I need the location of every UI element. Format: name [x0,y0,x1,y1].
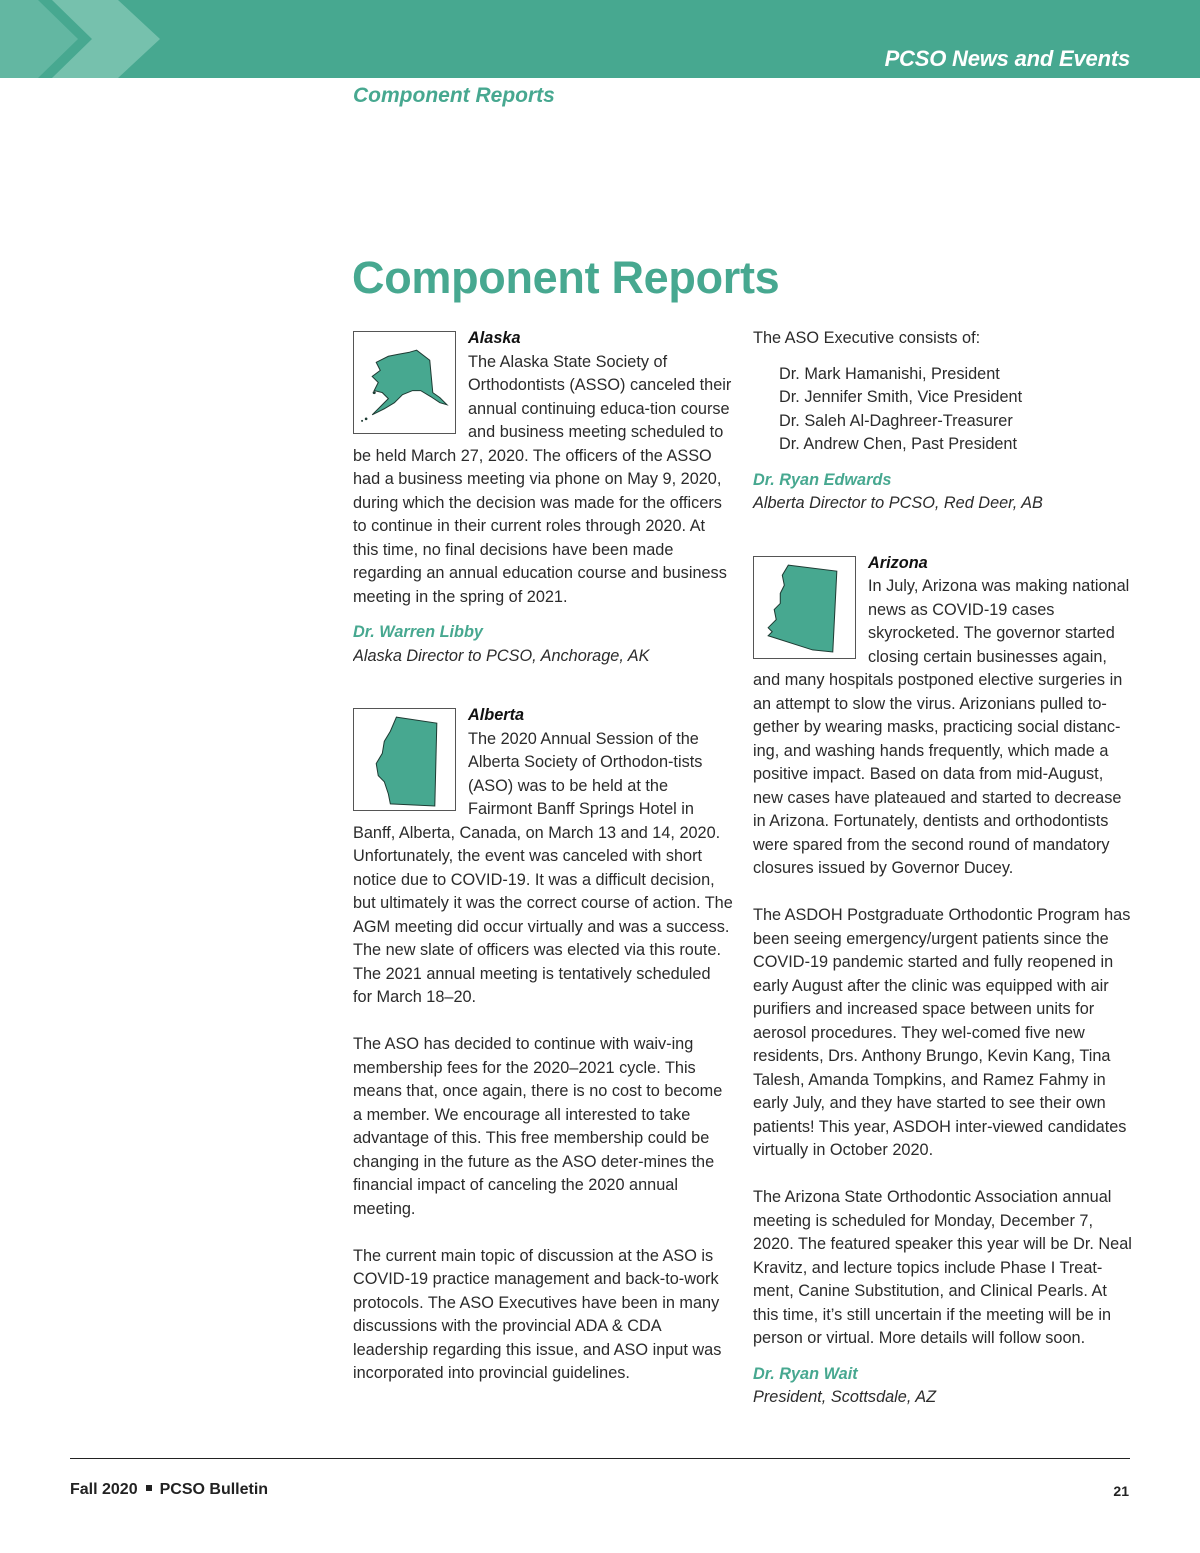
footer-issue: Fall 2020 [70,1481,138,1498]
alaska-author-title: Alaska Director to PCSO, Anchorage, AK [353,646,650,665]
section-name: PCSO News and Events [884,46,1130,71]
alaska-paragraph: The Alaska State Society of Orthodontists (ASSO) canceled their annual continuing educa-tion course and business meeting scheduled to be held March 27, 2020. The officers of the ASSO had a business meeting via phone on May 9, 2020, during which the decision was made for the officers to continue in their current roles through 2020. At this time, no final decisions have been made regarding an annual education course and business meeting in the spring of 2021. [353,352,732,606]
chevron-decoration [0,0,180,78]
arizona-author: Dr. Ryan Wait [753,1364,858,1383]
alberta-paragraph-3: The current main topic of discussion at the ASO is COVID-19 practice management and back-to-work protocols. The ASO Executives have been in many discussions with the provincial ADA & CDA leadership regarding this issue, and ASO input was incorporated into provincial guidelines. [353,1246,722,1382]
arizona-heading: Arizona [868,553,928,572]
footer-separator-icon [146,1485,152,1491]
alaska-section [353,327,733,668]
officer-item: Dr. Andrew Chen, Past President [779,435,1018,453]
alaska-heading: Alaska [468,329,521,347]
officer-item: Dr. Saleh Al-Daghreer-Treasurer [779,411,1013,430]
arizona-paragraph-3: The Arizona State Orthodontic Association annual meeting is scheduled for Monday, December 7, 2020. The featured speaker this year will be Dr. Neal Kravitz, and lecture topics include Phase I Treat-ment, Canine Substitution, and Clinical Pearls. At this time, it’s still uncertain if the meeting will be in person or virtual. More details will follow soon. [753,1188,1132,1347]
alberta-author-title: Alberta Director to PCSO, Red Deer, AB [753,494,1043,512]
footer-issue-info [70,1481,268,1499]
arizona-map-icon [753,556,856,659]
arizona-author-title: President, Scottsdale, AZ [753,1388,937,1406]
arizona-paragraph-2: The ASDOH Postgraduate Orthodontic Program has been seeing emergency/urgent patients since the COVID-19 pandemic started and fully reopened in early August after the clinic was equipped with air purifiers and increased space between units for aerosol procedures. They wel-comed five new residents, Drs. Anthony Brungo, Kevin Kang, Tina Talesh, Amanda Tompkins, and Ramez Fahmy in early July, and they have started to see their own patients! This year, ASDOH inter-viewed candidates virtually in October 2020. [753,906,1131,1159]
page-number: 21 [1113,1483,1129,1499]
arizona-section [753,552,1133,1410]
running-subhead: Component Reports [353,84,555,107]
alaska-author: Dr. Warren Libby [353,623,483,641]
officer-item: Dr. Jennifer Smith, Vice President [779,388,1023,406]
officer-item: Dr. Mark Hamanishi, President [779,364,1000,383]
alaska-map-icon [353,331,456,434]
right-column [753,327,1133,1410]
alberta-map-icon [353,708,456,811]
alberta-paragraph-2: The ASO has decided to continue with waiv-ing membership fees for the 2020–2021 cycle. This means that, once again, there is no cost to become a member. We encourage all interested to take advantage of this. This free membership could be changing in the future as the ASO deter-mines the financial impact of canceling the 2020 annual meeting. [353,1035,723,1218]
alberta-section [353,704,733,1386]
left-column [353,327,733,1386]
officer-list [753,363,1133,457]
arizona-paragraph-1: In July, Arizona was making national news as COVID-19 cases skyrocketed. The governor started closing certain businesses again, and many hospitals postponed elective surgeries in an attempt to slow the virus. Arizonians pulled to-gether by wearing masks, practicing social distanc-ing, and washing hands frequently, which made a positive impact. Based on data from mid-August, new cases have plateaued and started to decrease in Arizona. Fortunately, dentists and orthodontists were spared from the second round of mandatory closures issued by Governor Ducey. [753,577,1130,877]
footer-publication: PCSO Bulletin [159,1481,269,1498]
alberta-paragraph-1: The 2020 Annual Session of the Alberta Society of Orthodon-tists (ASO) was to be held at the Fairmont Banff Springs Hotel in Banff, Alberta, Canada, on March 13 and 14, 2020. Unfortunately, the event was canceled with short notice due to COVID-19. It was a difficult decision, but ultimately it was the correct course of action. The AGM meeting did occur virtually and was a success. The new slate of officers was elected via this route. The 2021 annual meeting is tentatively scheduled for March 18–20. [353,729,733,1006]
alberta-heading: Alberta [468,706,525,724]
footer-rule [70,1458,1130,1459]
alberta-author: Dr. Ryan Edwards [753,470,892,489]
page-title: Component Reports [352,252,780,303]
header-banner [0,0,1200,78]
alberta-paragraph-4: The ASO Executive consists of: [753,329,981,347]
